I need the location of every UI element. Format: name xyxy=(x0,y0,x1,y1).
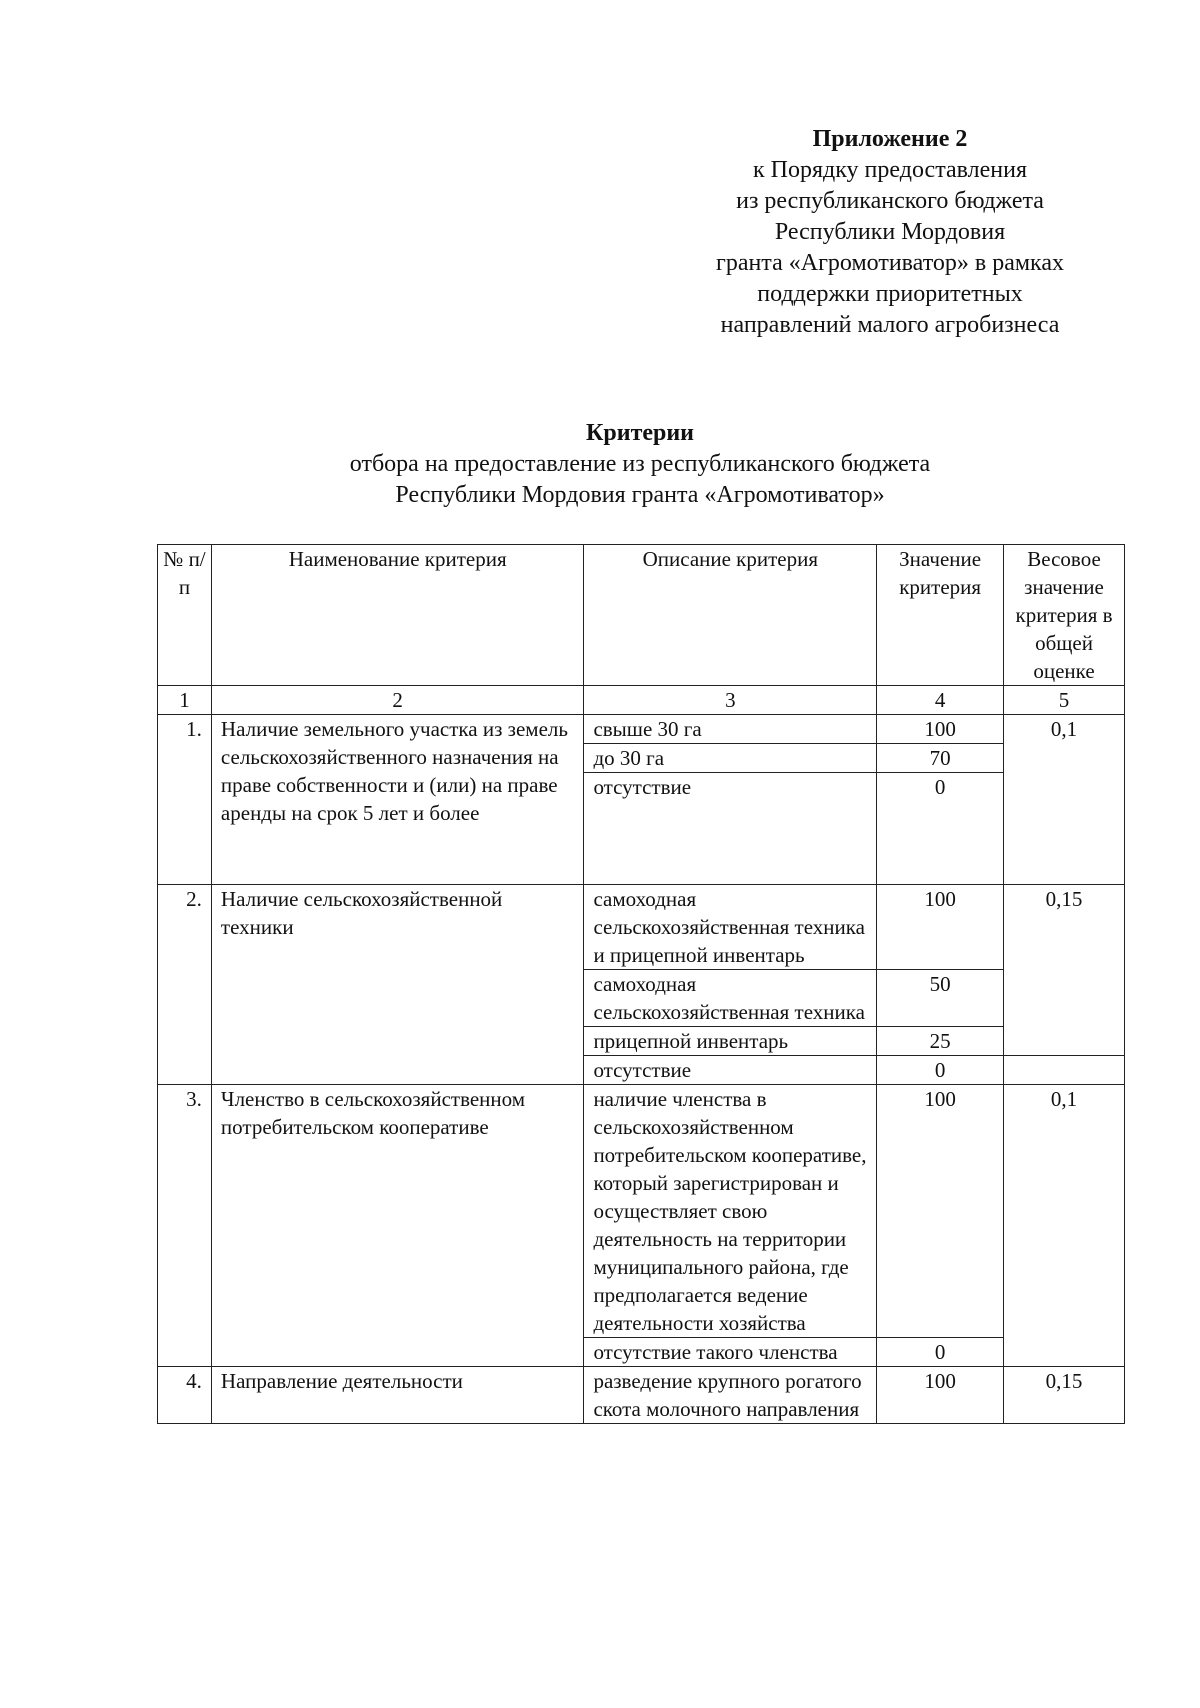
header-criterion-description: Описание критерия xyxy=(584,545,877,686)
header-criterion-value: Значение критерия xyxy=(877,545,1004,686)
header-criterion-weight: Весовое значение критерия в общей оценке xyxy=(1004,545,1125,686)
row-number: 1. xyxy=(158,715,212,885)
criteria-title-block xyxy=(160,418,1120,511)
criterion-value: 0 xyxy=(877,1056,1004,1085)
criterion-weight: 0,15 xyxy=(1004,885,1125,1056)
appendix-line: к Порядку предоставления xyxy=(752,157,1027,183)
criterion-name: Членство в сельскохозяйственном потребительском кооперативе xyxy=(211,1085,584,1367)
appendix-line: направлений малого агробизнеса xyxy=(720,312,1060,338)
criterion-value: 100 xyxy=(877,885,1004,970)
criterion-value: 0 xyxy=(877,1338,1004,1367)
criterion-weight: 0,15 xyxy=(1004,1367,1125,1424)
column-number: 3 xyxy=(584,686,877,715)
criterion-weight: 0,1 xyxy=(1004,1085,1125,1367)
criterion-name: Направление деятельности xyxy=(211,1367,584,1424)
table-row xyxy=(158,885,1125,970)
appendix-heading: Приложение 2 xyxy=(812,126,968,152)
criterion-value: 0 xyxy=(877,773,1004,885)
criterion-description: самоходная сельскохозяйственная техника xyxy=(584,970,877,1027)
criterion-description: до 30 га xyxy=(584,744,877,773)
criterion-value: 100 xyxy=(877,1085,1004,1338)
criterion-value: 25 xyxy=(877,1027,1004,1056)
criteria-table xyxy=(157,544,1125,1424)
criterion-name: Наличие сельскохозяйственной техники xyxy=(211,885,584,1085)
criterion-description: свыше 30 га xyxy=(584,715,877,744)
criterion-description: наличие членства в сельскохозяйственном потребительском кооперативе, который зарегистрирован и осуществляет свою деятельность на территории муниципального района, где предполагается ведение деятельности хозяйства xyxy=(584,1085,877,1338)
column-number: 2 xyxy=(211,686,584,715)
criteria-subtitle-line: отбора на предоставление из республиканского бюджета xyxy=(349,451,931,477)
criteria-heading: Критерии xyxy=(585,420,695,446)
appendix-block xyxy=(640,124,1140,341)
appendix-line: гранта «Агромотиватор» в рамках xyxy=(715,250,1065,276)
table-header-row xyxy=(158,545,1125,686)
column-number: 5 xyxy=(1004,686,1125,715)
column-number: 4 xyxy=(877,686,1004,715)
criterion-description: отсутствие такого членства xyxy=(584,1338,877,1367)
criterion-value: 70 xyxy=(877,744,1004,773)
row-number: 4. xyxy=(158,1367,212,1424)
table-row xyxy=(158,1085,1125,1338)
criterion-value: 100 xyxy=(877,715,1004,744)
criterion-description: самоходная сельскохозяйственная техника и прицепной инвентарь xyxy=(584,885,877,970)
column-number-row xyxy=(158,686,1125,715)
appendix-line: Республики Мордовия xyxy=(774,219,1006,245)
criterion-description: отсутствие xyxy=(584,1056,877,1085)
criterion-value: 50 xyxy=(877,970,1004,1027)
criterion-value: 100 xyxy=(877,1367,1004,1424)
appendix-line: поддержки приоритетных xyxy=(757,281,1023,307)
criterion-description: разведение крупного рогатого скота молочного направления xyxy=(584,1367,877,1424)
criterion-description: прицепной инвентарь xyxy=(584,1027,877,1056)
appendix-line: из республиканского бюджета xyxy=(736,188,1044,214)
criterion-weight: 0,1 xyxy=(1004,715,1125,885)
table-row xyxy=(158,715,1125,744)
table-row xyxy=(158,1367,1125,1424)
row-number: 3. xyxy=(158,1085,212,1367)
criterion-description: отсутствие xyxy=(584,773,877,885)
header-criterion-name: Наименование критерия xyxy=(211,545,584,686)
row-number: 2. xyxy=(158,885,212,1085)
header-number: № п/п xyxy=(158,545,212,686)
empty-weight-cell xyxy=(1004,1056,1125,1085)
column-number: 1 xyxy=(158,686,212,715)
criterion-name: Наличие земельного участка из земель сельскохозяйственного назначения на праве собственности и (или) на праве аренды на срок 5 лет и более xyxy=(211,715,584,885)
criteria-subtitle-line: Республики Мордовия гранта «Агромотиватор» xyxy=(395,482,885,508)
